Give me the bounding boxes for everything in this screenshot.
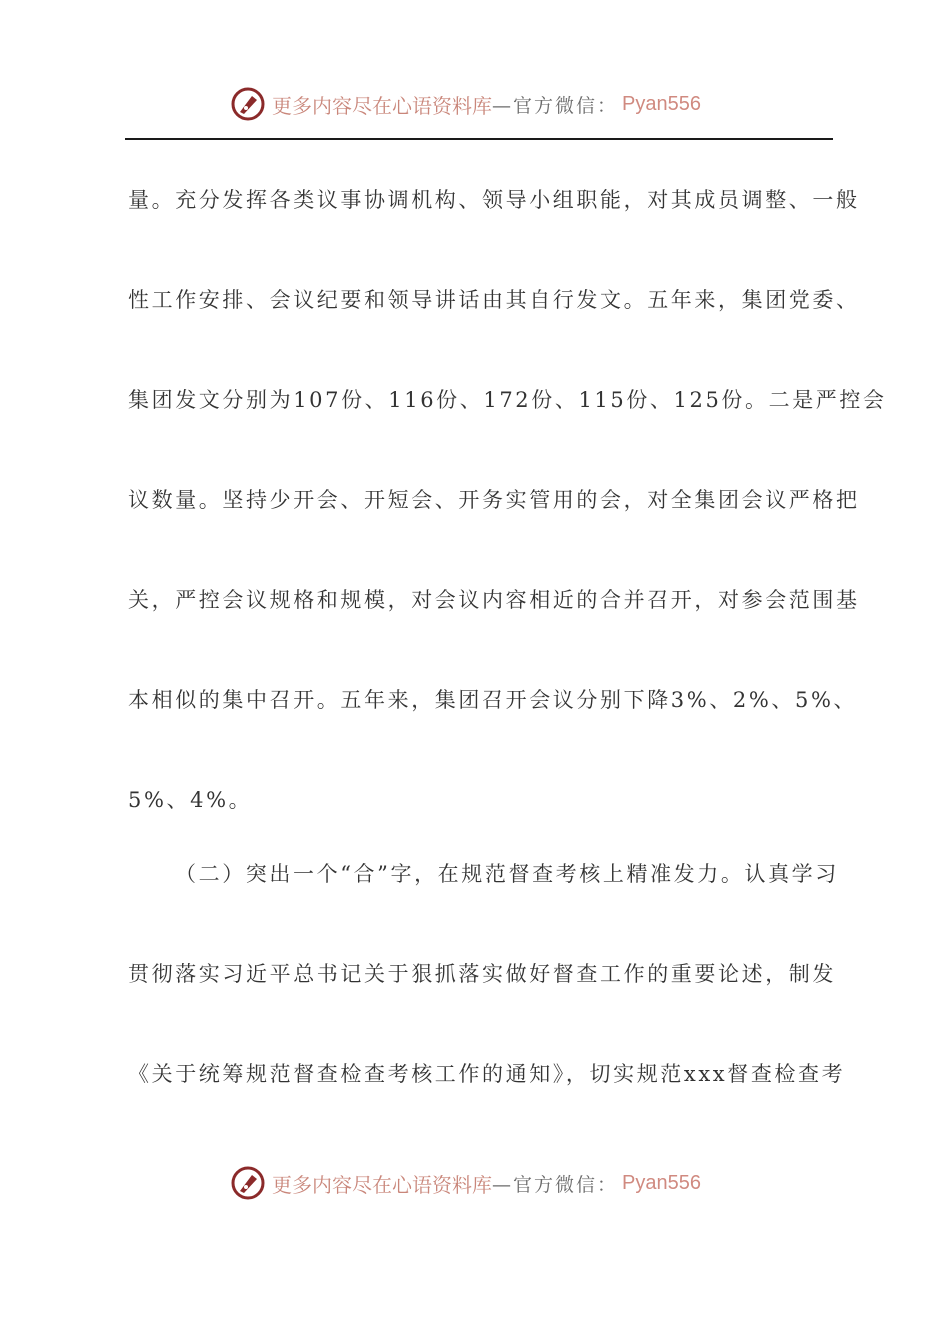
banner-wechat-label: —官方微信： <box>492 94 619 117</box>
banner-brand-text: 更多内容尽在心语资料库 <box>272 93 492 118</box>
pen-nib-circle-icon <box>230 86 266 122</box>
footer-wechat-label: —官方微信： <box>492 1173 619 1196</box>
body-line: 《关于统筹规范督查检查考核工作的通知》，切实规范xxx督查检查考 <box>128 1062 846 1086</box>
pen-nib-circle-icon <box>230 1165 266 1201</box>
body-line: 量。充分发挥各类议事协调机构、领导小组职能，对其成员调整、一般 <box>128 188 860 212</box>
section-heading-line: （二）突出一个“合”字，在规范督查考核上精准发力。认真学习 <box>175 862 839 886</box>
body-line: 关，严控会议规格和规模，对会议内容相近的合并召开，对参会范围基 <box>128 588 860 612</box>
body-line: 集团发文分别为107份、116份、172份、115份、125份。二是严控会 <box>128 388 887 412</box>
body-line: 贯彻落实习近平总书记关于狠抓落实做好督查工作的重要论述，制发 <box>128 962 836 986</box>
header-divider <box>125 138 833 140</box>
banner-wechat-id: Pyan556 <box>622 92 701 115</box>
body-line: 5%、4%。 <box>128 788 253 812</box>
footer-wechat-id: Pyan556 <box>622 1171 701 1194</box>
body-line: 性工作安排、会议纪要和领导讲话由其自行发文。五年来，集团党委、 <box>128 288 860 312</box>
header-banner <box>230 84 701 124</box>
body-line: 议数量。坚持少开会、开短会、开务实管用的会，对全集团会议严格把 <box>128 488 860 512</box>
footer-brand-text: 更多内容尽在心语资料库 <box>272 1172 492 1197</box>
footer-banner <box>230 1163 701 1203</box>
body-line: 本相似的集中召开。五年来，集团召开会议分别下降3%、2%、5%、 <box>128 688 858 712</box>
